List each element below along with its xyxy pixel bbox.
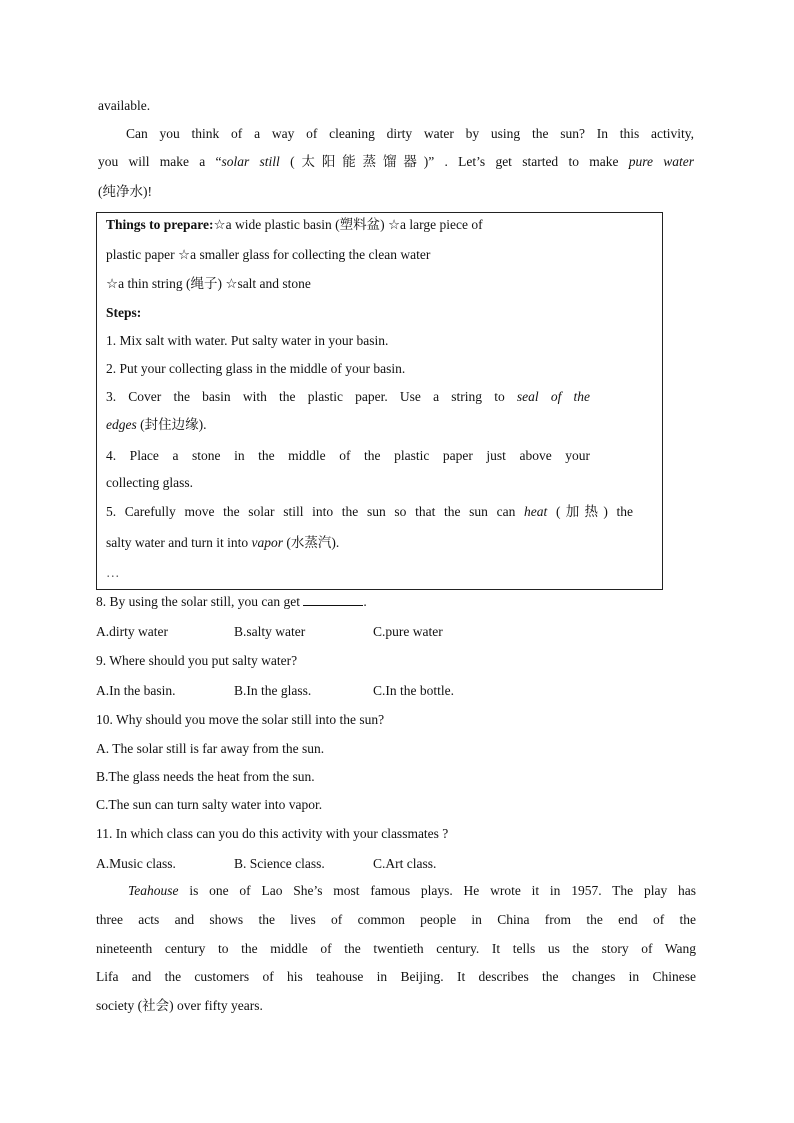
prepare-items-1: ☆a wide plastic basin (塑料盆) ☆a large piece of — [213, 217, 483, 232]
intro-line-2 — [98, 152, 694, 172]
prepare-line-1 — [106, 215, 483, 235]
question-11: 11. In which class can you do this activity with your classmates ? — [96, 826, 449, 841]
step-5-text-d: (水蒸汽). — [282, 535, 340, 550]
passage-2-line-1 — [96, 881, 696, 901]
q10-option-a[interactable]: A. The solar still is far away from the sun. — [96, 741, 325, 756]
question-8-end: . — [363, 594, 367, 609]
step-3-text-b: (封住边缘). — [136, 417, 207, 432]
step-4-line-1: 4. Place a stone in the middle of the plastic paper just above your — [106, 448, 590, 463]
q10-option-c[interactable]: C.The sun can turn salty water into vapor. — [96, 797, 323, 812]
solar-still-term: solar still — [221, 154, 280, 169]
passage-2-line-3: nineteenth century to the middle of the twentieth century. It tells us the story of Wang — [96, 941, 696, 956]
step-3-text: 3. Cover the basin with the plastic paper. Use a string to — [106, 389, 517, 404]
step-3-line-1 — [106, 387, 590, 407]
step-3-line-2 — [106, 415, 207, 435]
intro-line-0: available. — [98, 98, 151, 113]
pure-water-term: pure water — [628, 154, 694, 169]
ellipsis: … — [106, 565, 120, 580]
heat-term: heat — [524, 504, 548, 519]
passage-2-line-2: three acts and shows the lives of common people in China from the end of the — [96, 912, 696, 927]
passage-2-line-5: society (社会) over fifty years. — [96, 998, 263, 1013]
intro-line-2-text: you will make a “ — [98, 154, 222, 169]
q9-option-c[interactable]: C.In the bottle. — [373, 683, 454, 698]
q9-option-b[interactable]: B.In the glass. — [234, 683, 312, 698]
intro-line-2-text-b: (太阳能蒸馏器)” . Let’s get started to make — [279, 154, 629, 169]
prepare-line-2: plastic paper ☆a smaller glass for collecting the clean water — [106, 247, 431, 262]
passage-2-text-1: is one of Lao She’s most famous plays. He wrote it in 1957. The play has — [178, 883, 696, 898]
intro-line-1: Can you think of a way of cleaning dirty water by using the sun? In this activity, — [126, 126, 694, 141]
q11-option-a[interactable]: A.Music class. — [96, 856, 176, 871]
q9-option-a[interactable]: A.In the basin. — [96, 683, 176, 698]
step-5-line-1 — [106, 502, 633, 522]
question-9: 9. Where should you put salty water? — [96, 653, 298, 668]
question-10: 10. Why should you move the solar still into the sun? — [96, 712, 385, 727]
step-1: 1. Mix salt with water. Put salty water in your basin. — [106, 333, 389, 348]
q11-option-b[interactable]: B. Science class. — [234, 856, 325, 871]
step-4-line-2: collecting glass. — [106, 475, 193, 490]
teahouse-title: Teahouse — [128, 883, 179, 898]
steps-label: Steps: — [106, 305, 142, 320]
step-2: 2. Put your collecting glass in the middle of your basin. — [106, 361, 406, 376]
q11-option-c[interactable]: C.Art class. — [373, 856, 437, 871]
passage-2-line-4: Lifa and the customers of his teahouse in Beijing. It describes the changes in Chinese — [96, 969, 696, 984]
prepare-label: Things to prepare: — [106, 217, 214, 232]
question-8-text: 8. By using the solar still, you can get — [96, 594, 300, 609]
prepare-line-3: ☆a thin string (绳子) ☆salt and stone — [106, 276, 311, 291]
q10-option-b[interactable]: B.The glass needs the heat from the sun. — [96, 769, 315, 784]
step-5-line-2 — [106, 533, 339, 553]
q8-option-c[interactable]: C.pure water — [373, 624, 443, 639]
question-8 — [96, 592, 367, 612]
intro-line-3: (纯净水)! — [98, 184, 152, 199]
step-5-text-b: (加热) the — [547, 504, 633, 519]
q8-option-b[interactable]: B.salty water — [234, 624, 306, 639]
step-5-text: 5. Carefully move the solar still into the sun so that the sun can — [106, 504, 525, 519]
seal-term: seal of the — [516, 389, 590, 404]
q8-option-a[interactable]: A.dirty water — [96, 624, 168, 639]
vapor-term: vapor — [251, 535, 283, 550]
step-5-text-c: salty water and turn it into — [106, 535, 252, 550]
answer-blank[interactable] — [303, 593, 363, 606]
edges-term: edges — [106, 417, 137, 432]
